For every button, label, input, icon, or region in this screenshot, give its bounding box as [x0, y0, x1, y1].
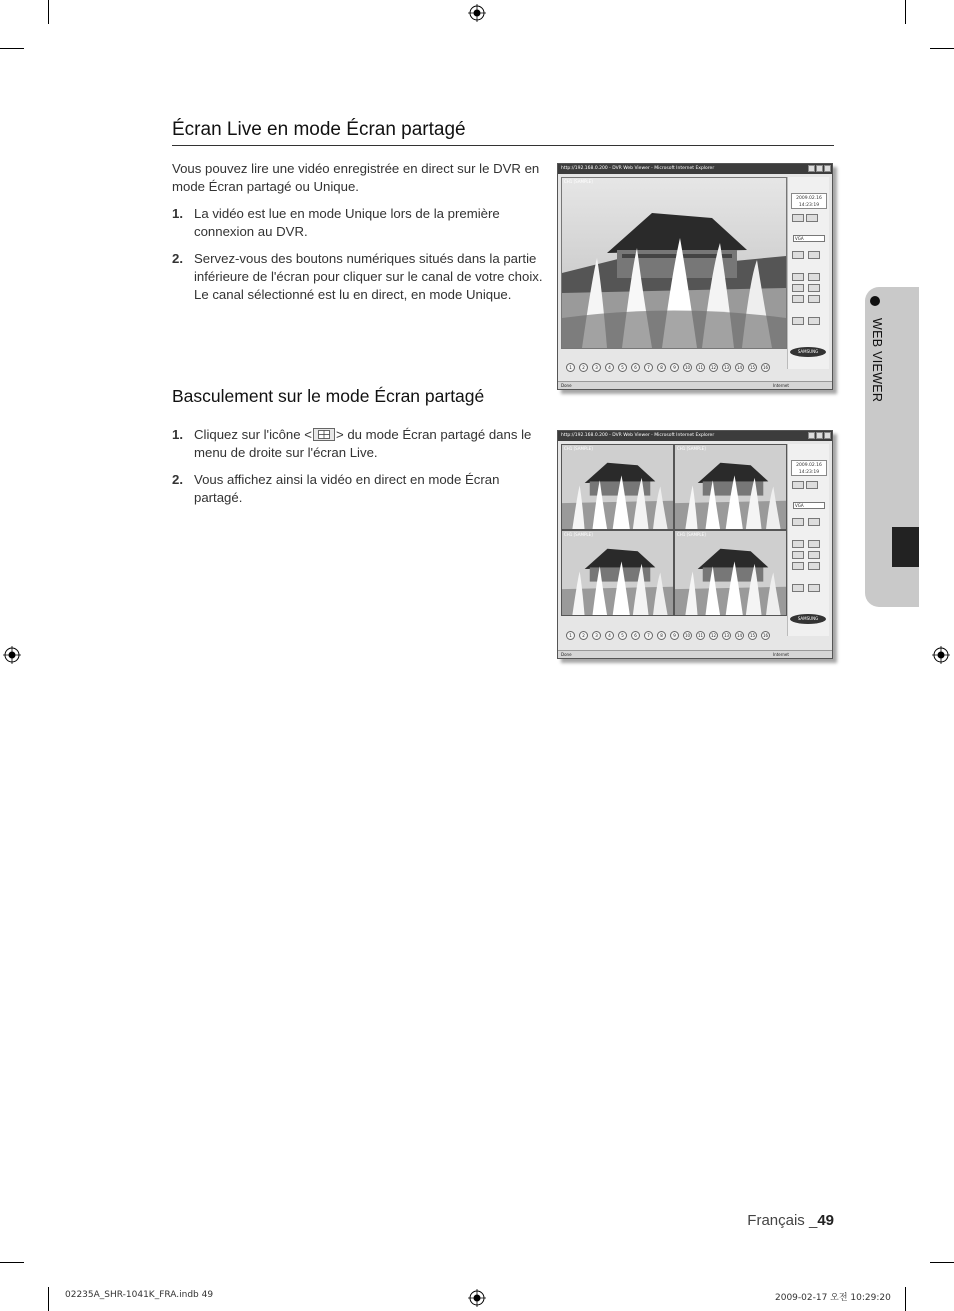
- channel-button[interactable]: 2: [579, 363, 588, 372]
- page-number: 49: [817, 1212, 834, 1229]
- zoom-button[interactable]: [792, 481, 804, 489]
- step-number: 1.: [172, 427, 183, 442]
- status-bar: [558, 650, 832, 658]
- window-buttons: [808, 165, 831, 172]
- window-buttons: [808, 432, 831, 439]
- channel-button[interactable]: 15: [749, 632, 756, 638]
- status-zone: Internet: [773, 652, 789, 657]
- control-panel: [787, 444, 829, 636]
- channel-button[interactable]: 13: [723, 364, 730, 370]
- date-time-display: [791, 460, 827, 476]
- split9-mode-button[interactable]: [792, 551, 804, 559]
- registration-mark-icon: [3, 646, 21, 664]
- step-text: > du mode Écran partagé dans le: [335, 427, 532, 442]
- registration-mark-icon: [468, 4, 486, 22]
- channel-button[interactable]: 10: [684, 632, 691, 638]
- window-title-bar: [558, 164, 832, 174]
- setup-button[interactable]: [808, 584, 820, 592]
- step-line: [194, 426, 531, 445]
- channel-button[interactable]: 10: [684, 364, 691, 370]
- step-number: 2.: [172, 251, 183, 266]
- split4-mode-button[interactable]: [808, 273, 820, 281]
- palace-fountain-image: [675, 445, 787, 530]
- channel-button[interactable]: 11: [697, 364, 704, 370]
- print-slug-file: 02235A_SHR-1041K_FRA.indb 49: [65, 1290, 214, 1300]
- close-icon: [824, 165, 831, 172]
- palace-fountain-image: [562, 178, 786, 348]
- bullet-icon: [870, 296, 880, 306]
- channel-button[interactable]: 7: [644, 363, 653, 372]
- record-button[interactable]: [792, 518, 804, 526]
- intro-line: mode Écran partagé ou Unique.: [172, 179, 359, 194]
- registration-mark-icon: [468, 1289, 486, 1307]
- video-quadrant: [674, 444, 787, 530]
- split9-mode-button[interactable]: [792, 284, 804, 292]
- camera-label: CH1 [SAMPLE]: [564, 446, 593, 451]
- video-quadrant: [561, 444, 674, 530]
- window-title: http://192.168.0.200 - DVR Web Viewer - Microsoft Internet Explorer: [561, 433, 715, 438]
- channel-button[interactable]: 14: [736, 632, 743, 638]
- step-line: Servez-vous des boutons numériques situés dans la partie: [194, 251, 537, 266]
- channel-bar: [561, 360, 787, 374]
- channel-button[interactable]: 12: [710, 632, 717, 638]
- section-title: Écran Live en mode Écran partagé: [172, 119, 466, 140]
- intro-line: Vous pouvez lire une vidéo enregistrée en direct sur le DVR en: [172, 161, 540, 176]
- crop-mark: [905, 0, 906, 24]
- print-slug-date: 2009-02-17 오전 10:29:20: [775, 1293, 891, 1303]
- camera-label: CH1 [SAMPLE]: [564, 179, 593, 184]
- channel-button[interactable]: 8: [657, 631, 666, 640]
- window-title-bar: [558, 431, 832, 441]
- channel-button[interactable]: 9: [670, 363, 679, 372]
- single-mode-button[interactable]: [792, 540, 804, 548]
- channel-button[interactable]: 1: [566, 363, 575, 372]
- channel-button[interactable]: 14: [736, 364, 743, 370]
- channel-button[interactable]: 5: [618, 631, 627, 640]
- maximize-icon: [816, 165, 823, 172]
- time: 14:23:19: [798, 203, 820, 208]
- channel-button[interactable]: 3: [592, 631, 601, 640]
- sequence-button[interactable]: [792, 562, 804, 570]
- channel-button[interactable]: 2: [579, 631, 588, 640]
- channel-button[interactable]: 5: [618, 363, 627, 372]
- close-icon: [824, 432, 831, 439]
- crop-mark: [930, 48, 954, 49]
- step-line: La vidéo est lue en mode Unique lors de la première: [194, 206, 500, 221]
- crop-mark: [0, 1262, 24, 1263]
- pip-button[interactable]: [808, 295, 820, 303]
- crop-mark: [905, 1287, 906, 1311]
- step-text: Cliquez sur l'icône <: [194, 427, 312, 442]
- channel-button[interactable]: 16: [762, 364, 769, 370]
- channel-button[interactable]: 4: [605, 631, 614, 640]
- channel-button[interactable]: 4: [605, 363, 614, 372]
- record-button[interactable]: [792, 251, 804, 259]
- channel-button[interactable]: 6: [631, 363, 640, 372]
- crop-mark: [48, 1287, 49, 1311]
- palace-fountain-image: [562, 531, 674, 616]
- subsection-title: Basculement sur le mode Écran partagé: [172, 386, 485, 406]
- step-line: connexion au DVR.: [194, 224, 308, 239]
- channel-button[interactable]: 8: [657, 363, 666, 372]
- audio-button[interactable]: [808, 251, 820, 259]
- registration-mark-icon: [932, 646, 950, 664]
- channel-bar: [561, 628, 787, 642]
- date-time-display: [791, 193, 827, 209]
- crop-mark: [0, 48, 24, 49]
- date: 2009.02.16: [796, 196, 822, 201]
- palace-fountain-image: [562, 445, 674, 530]
- pip-button[interactable]: [808, 562, 820, 570]
- title-divider: [172, 145, 834, 146]
- status-text: Done: [561, 652, 572, 657]
- sequence-button[interactable]: [792, 295, 804, 303]
- setup-button[interactable]: [808, 317, 820, 325]
- step-line: menu de droite sur l'écran Live.: [194, 445, 378, 460]
- channel-button[interactable]: 3: [592, 363, 601, 372]
- camera-label: CH1 [SAMPLE]: [677, 532, 706, 537]
- page-footer: [747, 1212, 834, 1229]
- status-bar: [558, 381, 832, 389]
- time: 14:23:19: [798, 470, 820, 475]
- channel-button[interactable]: 15: [749, 364, 756, 370]
- status-zone: Internet: [773, 383, 789, 388]
- crop-mark: [930, 1262, 954, 1263]
- step-line: Le canal sélectionné est lu en direct, en mode Unique.: [194, 287, 512, 302]
- crop-mark: [48, 0, 49, 24]
- camera-label: CH1 [SAMPLE]: [564, 532, 593, 537]
- samsung-logo: SAMSUNG: [790, 347, 826, 357]
- camera-label: CH1 [SAMPLE]: [677, 446, 706, 451]
- split16-mode-button[interactable]: [808, 284, 820, 292]
- settings-button[interactable]: [792, 584, 804, 592]
- resolution-select[interactable]: VGA: [793, 235, 825, 242]
- step-line: inférieure de l'écran pour cliquer sur le canal de votre choix.: [194, 269, 543, 284]
- capture-button[interactable]: [806, 214, 818, 222]
- video-quadrant: [561, 530, 674, 616]
- zoom-button[interactable]: [792, 214, 804, 222]
- channel-button[interactable]: 16: [762, 632, 769, 638]
- step-line: Vous affichez ainsi la vidéo en direct en mode Écran: [194, 472, 500, 487]
- minimize-icon: [808, 432, 815, 439]
- step-number: 2.: [172, 472, 183, 487]
- dvr-single-mode-screenshot: [557, 163, 833, 390]
- channel-button[interactable]: 13: [723, 632, 730, 638]
- channel-button[interactable]: 1: [566, 631, 575, 640]
- channel-button[interactable]: 7: [644, 631, 653, 640]
- capture-button[interactable]: [806, 481, 818, 489]
- audio-button[interactable]: [808, 518, 820, 526]
- status-text: Done: [561, 383, 572, 388]
- maximize-icon: [816, 432, 823, 439]
- step-number: 1.: [172, 206, 183, 221]
- side-tab-label: WEB VIEWER: [870, 318, 884, 403]
- step-line: partagé.: [194, 490, 243, 505]
- minimize-icon: [808, 165, 815, 172]
- split16-mode-button[interactable]: [808, 551, 820, 559]
- live-video: [561, 177, 787, 349]
- split-screen-icon: [313, 428, 335, 441]
- samsung-logo: SAMSUNG: [790, 614, 826, 624]
- window-title: http://192.168.0.200 - DVR Web Viewer - Microsoft Internet Explorer: [561, 166, 715, 171]
- dvr-split-mode-screenshot: [557, 430, 833, 659]
- channel-button[interactable]: 11: [697, 632, 704, 638]
- channel-button[interactable]: 6: [631, 631, 640, 640]
- split4-mode-button[interactable]: [808, 540, 820, 548]
- footer-language: Français _: [747, 1212, 818, 1229]
- control-panel: [787, 177, 829, 369]
- palace-fountain-image: [675, 531, 787, 616]
- channel-button[interactable]: 12: [710, 364, 717, 370]
- video-quadrant: [674, 530, 787, 616]
- settings-button[interactable]: [792, 317, 804, 325]
- channel-button[interactable]: 9: [670, 631, 679, 640]
- resolution-select[interactable]: VGA: [793, 502, 825, 509]
- side-tab-marker: [892, 527, 919, 567]
- single-mode-button[interactable]: [792, 273, 804, 281]
- date: 2009.02.16: [796, 463, 822, 468]
